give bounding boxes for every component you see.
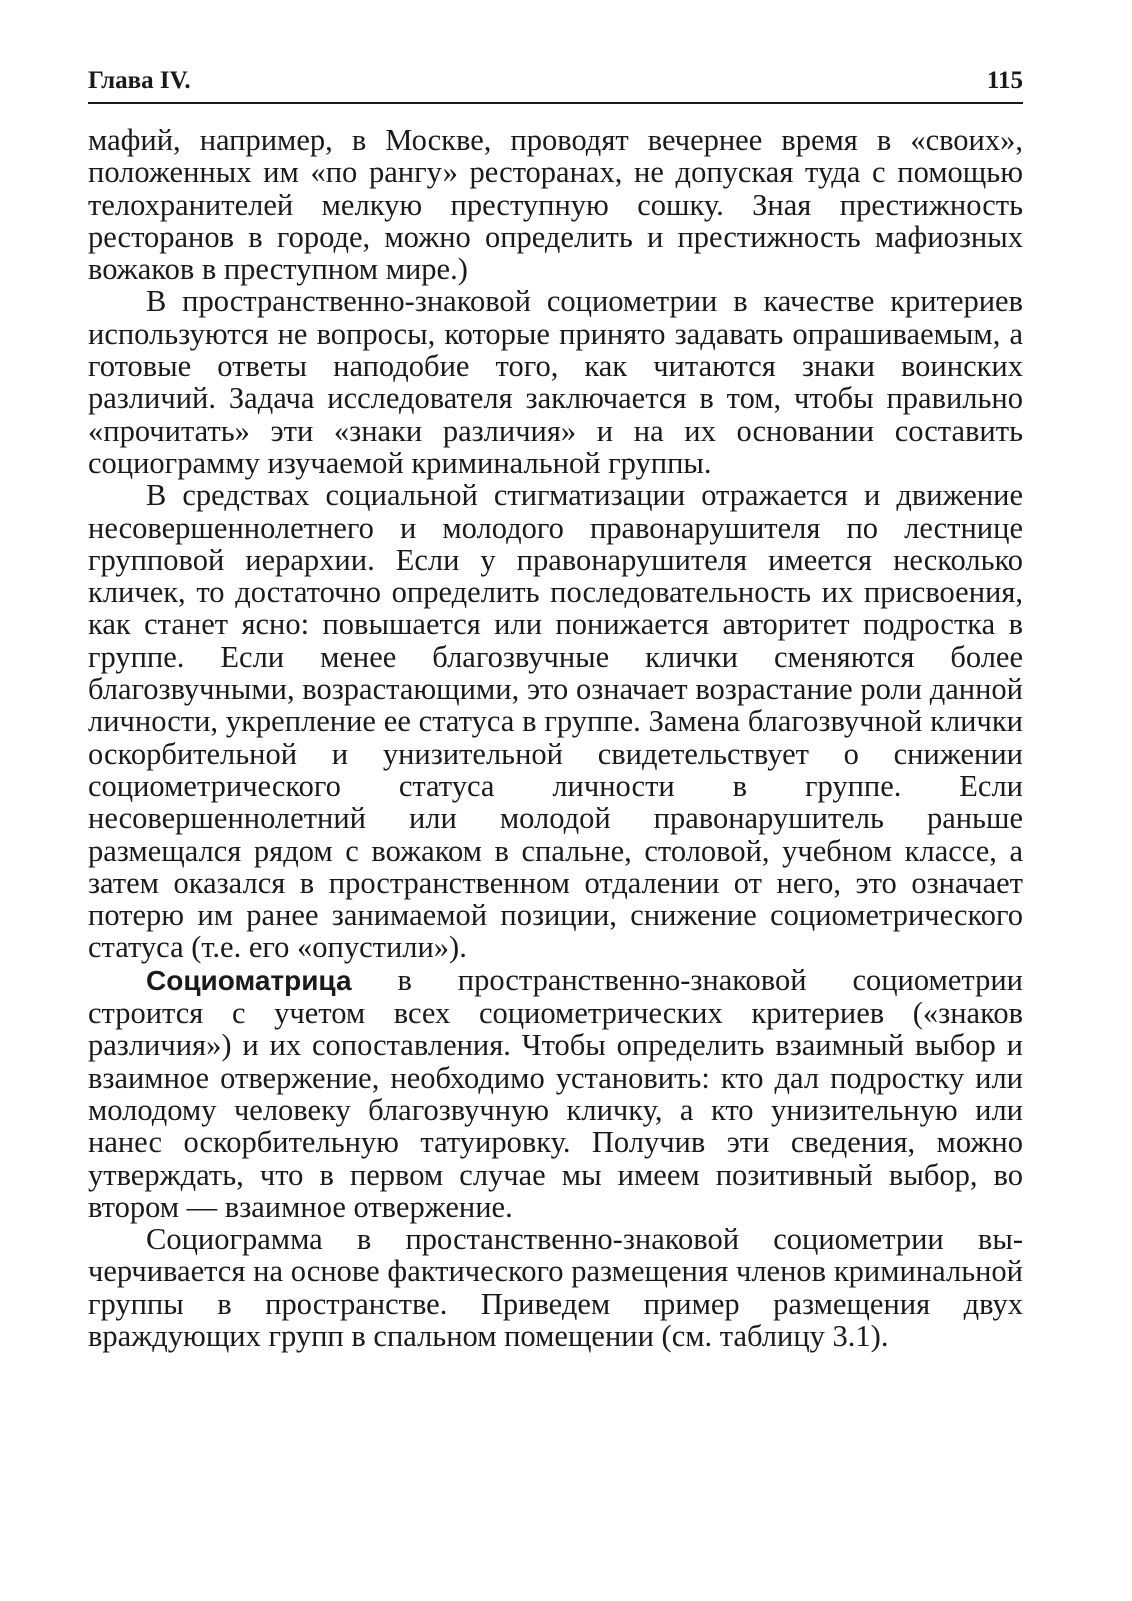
paragraph-text: Социограмма в простанственно-знаковой социометрии вычерчивается на основе фактического размещения членов криминальной группы в пространстве. Приведем пример размещения двух враждующих групп в спальном помещении (см. таблицу 3.1). <box>88 1222 1023 1353</box>
running-header <box>88 64 1023 98</box>
paragraph-text: В пространственно-знаковой социометрии в качестве критериев используются не вопросы, которые принято задавать опрашиваемым, а готовые ответы наподобие того, как читаются знаки воинских различий. Задача исследователя заключается в том, чтобы правильно «прочитать» эти «знаки различия» и на их основании составить социограмму изучаемой криминальной группы. <box>88 284 1023 480</box>
paragraph-text: мафий, например, в Москве, проводят вечернее время в «своих», положенных им «по рангу» ресторанах, не допуская туда с помощью телохранителей мелкую преступную сошку. Зная престижность ресторанов в городе, можно определить и престижность мафиозных вожаков в преступном мире.) <box>88 123 1023 287</box>
chapter-title: Глава IV. <box>88 67 191 94</box>
header-rule <box>88 102 1023 104</box>
bold-term: Социоматрица <box>146 964 352 996</box>
paragraph-text: в пространственно-знаковой социометрии строится с учетом всех социометрических критериев («знаков различия») и их сопоставления. Чтобы определить взаимный выбор и взаимное отвержение, необходимо установить: кто дал подростку или молодому человеку благозвучную кличку, а кто унизительную или нанес оскорбительную татуировку. Получив эти сведения, можно утверждать, что в первом случае мы имеем позитивный выбор, во втором — взаимное отвержение. <box>88 962 1023 1224</box>
paragraph-text: В средствах социальной стигматизации отражается и движение несовершеннолетнего и молодого правонарушителя по лестнице групповой иерархии. Если у правонарушителя имеется несколько кличек, то достаточно определить последовательность их присвоения, как станет ясно: повышается или понижается авторитет подростка в группе. Если менее благозвучные клички сменяются более благозвучными, возрастающими, это означает возрастание роли данной личности, укрепление ее статуса в группе. Замена благозвучной клички оскорбительной и унизительной свидетельствует о снижении социометрического статуса личности в группе. Если несовершеннолетний или молодой правонарушитель раньше размещался рядом с вожаком в спальне, столовой, учебном классе, а затем оказался в пространственном отдалении от него, это означает потерю им ранее занимаемой позиции, снижение социометрического статуса (т.е. его «опустили»). <box>88 478 1023 965</box>
paragraph <box>88 479 1023 963</box>
page-body <box>88 124 1023 1352</box>
paragraph-continued <box>88 124 1023 285</box>
book-page <box>88 64 1023 1352</box>
paragraph <box>88 1223 1023 1352</box>
paragraph <box>88 285 1023 479</box>
paragraph <box>88 964 1023 1223</box>
page-number: 115 <box>986 67 1023 94</box>
